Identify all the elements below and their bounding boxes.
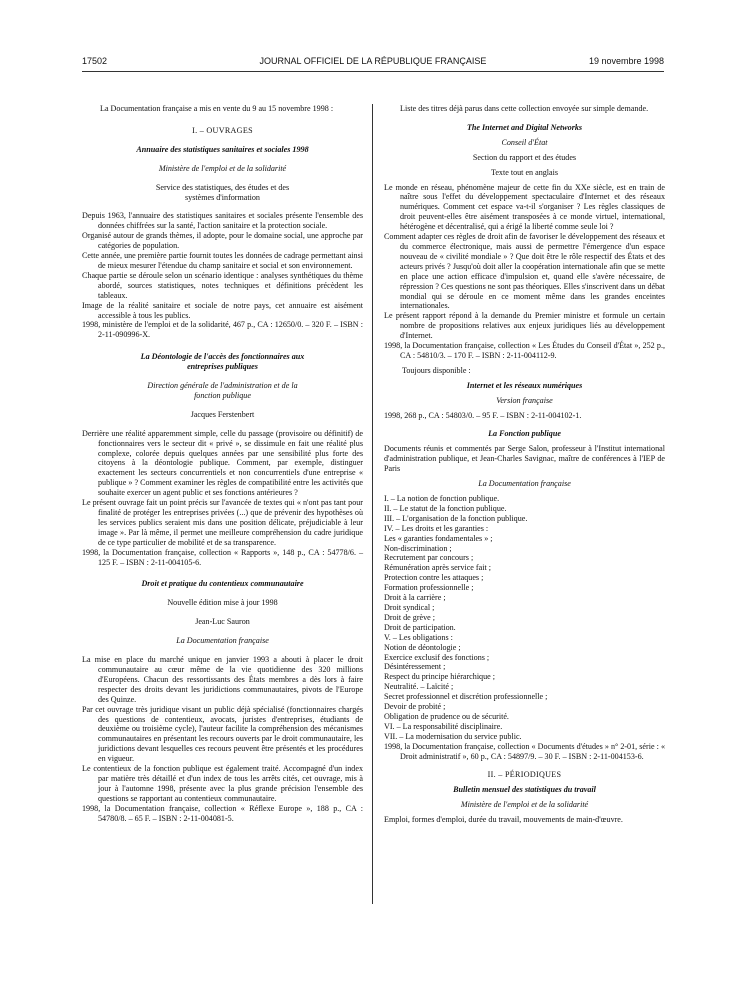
book-paragraph: Cette année, une première partie fournit toutes les données de cadrage permettant ainsi de mieux mesurer l'étendue du champ sanitaire et social et son environnement. [82, 251, 363, 270]
toc-item: Rémunération après service fait ; [384, 563, 491, 573]
section-heading-ouvrages: I. – OUVRAGES [192, 125, 253, 135]
book-paragraph: La mise en place du marché unique en janvier 1993 a abouti à placer le droit communautaire au cœur même de la vie quotidienne des 320 millions d'Européens. Chacun des ressortissants des États membres a dès lors à faire respecter des droits devant les juridictions communautaires, pivots de l'Europe des Quinze. [82, 655, 363, 704]
book-paragraph: Comment adapter ces règles de droit afin de favoriser le développement des réseaux et du commerce électronique, mais aussi de permettre l'émergence d'un espace nouveau de « civilité mondiale » ? Que doit être le rôle respectif des États et des acteurs privés ? Jusqu'où doit aller la coopération internationale afin que se mette en place une action efficace d'impulsion et, quand elle s'avère nécessaire, de répression ? Ces questions ne sont pas théoriques. Elles s'inscrivent dans un débat mondial qui se déroule en ce moment même dans les grandes enceintes internationales. [384, 232, 665, 311]
toc-item: Droit de grève ; [384, 612, 436, 622]
book-title: Internet et les réseaux numériques [466, 380, 583, 390]
continuation-text: Liste des titres déjà parus dans cette collection envoyée sur simple demande. [400, 104, 649, 113]
column-divider [372, 104, 373, 904]
publisher-name: La Documentation française [478, 479, 571, 489]
journal-title: JOURNAL OFFICIEL DE LA RÉPUBLIQUE FRANÇAISE [259, 56, 487, 66]
toc-item: V. – Les obligations : [384, 632, 453, 642]
toc-item: IV. – Les droits et les garanties : [384, 523, 489, 533]
book-paragraph: Depuis 1963, l'annuaire des statistiques sanitaires et sociales présente l'ensemble des données chiffrées sur la santé, l'action sanitaire et la protection sociale. [82, 211, 363, 231]
toc-item: Obligation de prudence ou de sécurité. [384, 711, 509, 721]
toc-item: Notion de déontologie ; [384, 642, 461, 652]
toc-item: Exercice exclusif des fonctions ; [384, 652, 490, 662]
toc-item: Droit de participation. [384, 622, 456, 632]
toc-item: Désintéressement ; [384, 662, 446, 672]
toc-item: III. – L'organisation de la fonction publique. [384, 513, 528, 523]
version-note: Version française [496, 395, 553, 405]
toc-item: VI. – La responsabilité disciplinaire. [384, 721, 503, 731]
book-reference: 1998, la Documentation française, collection « Réflexe Europe », 188 p., CA : 54780/8. – 65 F. – ISBN : 2-11-004081-5. [82, 803, 363, 823]
book-intro: Documents réunis et commentés par Serge Salon, professeur à l'Institut international d'administration publique, et Jean-Charles Savignac, maître de conférences à l'IEP de Paris [384, 444, 665, 474]
toc-item: Recrutement par concours ; [384, 553, 474, 563]
edition-note: Nouvelle édition mise à jour 1998 [167, 598, 278, 608]
book-reference: 1998, la Documentation française, collection « Documents d'études » n° 2-01, série : « Droit administratif », 60 p., CA : 54897/9. – 30 F. – ISBN : 2-11-004153-6. [384, 741, 665, 761]
periodical-title: Bulletin mensuel des statistiques du travail [453, 785, 596, 795]
book-paragraph: Le monde en réseau, phénomène majeur de cette fin du XXe siècle, est en train de naître sous l'effet du développement spectaculaire d'Internet et des réseaux numériques. Comment cet espace va-t-il s'organiser ? Les règles classiques de droit peuvent-elles être aisément transposées à ce monde virtuel, international, hétérogène et décentralisé, qui a érigé la liberté comme seule loi ? [384, 182, 665, 232]
toc-item: Respect du principe hiérarchique ; [384, 672, 496, 682]
book-paragraph: Derrière une réalité apparemment simple, celle du passage (provisoire ou définitif) de fonctionnaires vers le secteur dit « privé », se dissimule en fait une réalité plus complexe, colorée depuis quelques années par une sensibilité plus forte des citoyens à la déontologie publique. Comment, par exemple, distinguer exactement les secteurs concurrentiels et non concurrentiels d'une entreprise « publique » ? Comment examiner les règles de compatibilité entre les activités que souhaite exercer un agent public et ses fonctions antérieures ? [82, 428, 363, 498]
book-title: Annuaire des statistiques sanitaires et sociales 1998 [136, 144, 309, 154]
toc-item: Les « garanties fondamentales » ; [384, 533, 493, 543]
language-note: Texte tout en anglais [490, 167, 559, 177]
publisher-name: La Documentation française [176, 636, 269, 646]
book-reference: 1998, ministère de l'emploi et de la solidarité, 467 p., CA : 12650/0. – 320 F. – ISBN : 2-11-090996-X. [82, 320, 363, 340]
book-title: Droit et pratique du contentieux communautaire [141, 579, 304, 589]
book-title: La Fonction publique [488, 429, 561, 439]
organization-name: Conseil d'État [501, 137, 548, 147]
issue-date: 19 novembre 1998 [588, 56, 664, 66]
left-column [82, 104, 363, 823]
toc-item: Droit à la carrière ; [384, 593, 446, 603]
section-heading-periodiques: II. – PÉRIODIQUES [487, 770, 562, 780]
section-name: Section du rapport et des études [472, 152, 577, 162]
page-number: 17502 [82, 56, 108, 66]
toc-item: Neutralité. – Laïcité ; [384, 682, 454, 692]
toc-item: Protection contre les attaques ; [384, 573, 484, 583]
service-name: Service des statistiques, des études et des systèmes d'information [155, 182, 290, 202]
author-name: Jacques Ferstenbert [190, 409, 255, 419]
toc-item: Droit syndical ; [384, 602, 435, 612]
right-column [384, 104, 665, 825]
book-reference: 1998, la Documentation française, collection « Rapports », 148 p., CA : 54778/6. – 125 F. – ISBN : 2-11-004105-6. [82, 547, 363, 567]
availability-note: Toujours disponible : [402, 365, 471, 375]
book-paragraph: Chaque partie se déroule selon un scénario identique : analyses synthétiques du thème abordé, sources statistiques, notes techniques et définitions précèdent les tableaux. [82, 270, 363, 300]
book-reference: 1998, 268 p., CA : 54803/0. – 95 F. – ISBN : 2-11-004102-1. [384, 410, 582, 420]
toc-item: Devoir de probité ; [384, 702, 446, 712]
toc-item: I. – La notion de fonction publique. [384, 494, 500, 503]
book-paragraph: Organisé autour de grands thèmes, il adopte, pour le domaine social, une approche par catégories de population. [82, 231, 363, 251]
book-paragraph: Image de la réalité sanitaire et sociale de notre pays, cet annuaire est aisément accessible à tous les publics. [82, 300, 363, 320]
book-title: La Déontologie de l'accès des fonctionnaires aux entreprises publiques [140, 352, 305, 372]
book-paragraph: Par cet ouvrage très juridique visant un public déjà spécialisé (fonctionnaires chargés des questions de contentieux, avocats, juristes d'entreprises, étudiants de deuxième ou troisième cycle), l'auteur facilite la compréhension des mécanismes communautaires en présentant les recours ouverts par le droit communautaire, les juridictions devant lesquelles ces recours peuvent être présentés et les procédures en vigueur. [82, 704, 363, 764]
toc-item: Secret professionnel et discrétion professionnelle ; [384, 692, 548, 702]
book-title: The Internet and Digital Networks [466, 122, 583, 132]
book-paragraph: Le présent rapport répond à la demande du Premier ministre et formule un certain nombre de propositions relatives aux enjeux juridiques liés au développement d'Internet. [384, 311, 665, 341]
ministry-name: Ministère de l'emploi et de la solidarité [158, 163, 287, 173]
book-paragraph: Le contentieux de la fonction publique est également traité. Accompagné d'un index par matière très détaillé et d'un index de tous les arrêts cités, cet ouvrage, mis à jour à l'automne 1998, présente avec la plus grande précision l'ensemble des questions se rapportant au contentieux communautaire. [82, 764, 363, 803]
periodical-description: Emploi, formes d'emploi, durée du travail, mouvements de main-d'œuvre. [384, 815, 623, 825]
book-paragraph: Le présent ouvrage fait un point précis sur l'avancée de textes qui « n'ont pas tant pour finalité de protéger les entreprises privées (...) que de prévenir des hypothèses où les services publics seraient mis dans une position délicate, préjudiciable à leur image ». Par là même, il permet une meilleure compréhension du cadre juridique de ce type particulier de mobilité et de sa transparence. [82, 498, 363, 547]
page-header [82, 56, 664, 70]
author-name: Jean-Luc Sauron [195, 617, 250, 627]
ministry-name: Ministère de l'emploi et de la solidarité [460, 800, 589, 810]
toc-item: Non-discrimination ; [384, 543, 452, 553]
toc-item: Formation professionnelle ; [384, 583, 474, 593]
book-reference: 1998, la Documentation française, collection « Les Études du Conseil d'État », 252 p., CA : 54810/3. – 170 F. – ISBN : 2-11-004112-9. [384, 341, 665, 360]
header-rule [82, 71, 664, 72]
toc-item: II. – Le statut de la fonction publique. [384, 503, 507, 513]
table-of-contents [384, 494, 665, 742]
direction-name: Direction générale de l'administration et de la fonction publique [147, 381, 298, 400]
toc-item: VII. – La modernisation du service public. [384, 731, 522, 741]
intro-text: La Documentation française a mis en vente du 9 au 15 novembre 1998 : [100, 104, 334, 113]
